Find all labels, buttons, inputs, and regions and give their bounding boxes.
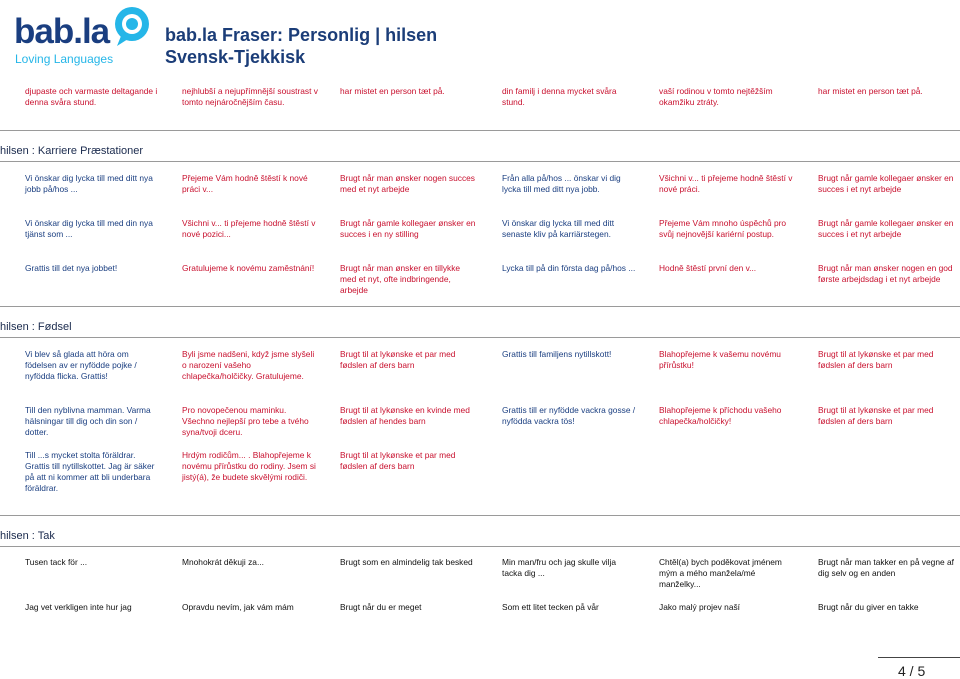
phrase-cell: Min man/fru och jag skulle vilja tacka dig ... bbox=[502, 557, 617, 578]
section-rule bbox=[0, 130, 960, 131]
section-title-karriere: hilsen : Karriere Præstationer bbox=[0, 145, 144, 157]
phrase-cell: Grattis till familjens nytillskott! bbox=[502, 349, 612, 359]
footer-rule bbox=[878, 657, 960, 658]
title-line-1: bab.la Fraser: Personlig | hilsen bbox=[165, 25, 438, 45]
phrase-cell: Přejeme Vám mnoho úspěchů pro svůj nejnovější kariérní postup. bbox=[659, 218, 787, 239]
phrase-cell: Till ...s mycket stolta föräldrar. Grattis till nytillskottet. Jag är säker på att ni kommer att bli underbara föräldrar. bbox=[25, 450, 155, 493]
phrase-cell: Vi önskar dig lycka till med ditt senaste kliv på karriärstegen. bbox=[502, 218, 615, 239]
phrase-cell: Tusen tack för ... bbox=[25, 557, 88, 567]
phrase-cell: Všichni v... ti přejeme hodně štěstí v nové pozici... bbox=[182, 218, 316, 239]
phrase-cell: Chtěl(a) bych poděkovat jménem mým a mého manžela/mé manželky... bbox=[659, 557, 782, 589]
page-number: 4 / 5 bbox=[898, 663, 926, 679]
usage-cell: Brugt til at lykønske et par med fødslen af ders barn bbox=[818, 349, 934, 370]
usage-cell: Brugt når gamle kollegaer ønsker en succes i en ny stilling bbox=[340, 218, 476, 239]
phrase-cell: Jako malý projev naší bbox=[659, 602, 740, 612]
phrase-cell: Blahopřejeme k příchodu vašeho chlapečka/holčičky! bbox=[659, 405, 782, 426]
usage-cell: Brugt når du er meget bbox=[340, 602, 422, 612]
top-row-cell: nejhlubší a nejupřímnější soustrast v tomto nejnáročnějším času. bbox=[182, 86, 318, 107]
usage-cell: Brugt når du giver en takke bbox=[818, 602, 919, 612]
brand-tagline: Loving Languages bbox=[15, 52, 114, 66]
phrase-cell: Byli jsme nadšeni, když jsme slyšeli o narození vašeho chlapečka/holčičky. Gratulujeme. bbox=[182, 349, 315, 381]
phrase-cell: Som ett litet tecken på vår bbox=[502, 602, 599, 612]
top-row-cell: din familj i denna mycket svåra stund. bbox=[502, 86, 617, 107]
section-rule bbox=[0, 337, 960, 338]
phrase-cell: Lycka till på din första dag på/hos ... bbox=[502, 263, 636, 273]
usage-cell: Brugt når gamle kollegaer ønsker en succes i et nyt arbejde bbox=[818, 218, 954, 239]
usage-cell: Brugt til at lykønske et par med fødslen af ders barn bbox=[818, 405, 934, 426]
usage-cell: Brugt når man ønsker nogen succes med et nyt arbejde bbox=[340, 173, 475, 194]
top-row-cell: djupaste och varmaste deltagande i denna svåra stund. bbox=[25, 86, 158, 107]
phrase-cell: Opravdu nevím, jak vám mám bbox=[182, 602, 294, 612]
phrase-cell: Från alla på/hos ... önskar vi dig lycka till med ditt nya jobb. bbox=[502, 173, 621, 194]
usage-cell: Brugt når man takker en på vegne af dig selv og en anden bbox=[818, 557, 954, 578]
top-row-cell: har mistet en person tæt på. bbox=[818, 86, 923, 96]
phrase-cell: Všichni v... ti přejeme hodně štěstí v nové práci. bbox=[659, 173, 793, 194]
babla-logo[interactable] bbox=[14, 2, 154, 66]
section-rule bbox=[0, 161, 960, 162]
section-rule bbox=[0, 546, 960, 547]
phrase-cell: Hrdým rodičům... . Blahopřejeme k novému přírůstku do rodiny. Jsem si jistý(á), že budete skvělými rodiči. bbox=[182, 450, 316, 482]
phrase-cell: Grattis till det nya jobbet! bbox=[25, 263, 118, 273]
section-title-tak: hilsen : Tak bbox=[0, 530, 55, 542]
section-rule bbox=[0, 306, 960, 307]
phrase-cell: Gratulujeme k novému zaměstnání! bbox=[182, 263, 315, 273]
phrase-cell: Pro novopečenou maminku. Všechno nejlepší pro tebe a tvého syna/tvoji dceru. bbox=[182, 405, 309, 437]
phrase-cell: Vi önskar dig lycka till med ditt nya jobb på/hos ... bbox=[25, 173, 153, 194]
usage-cell: Brugt når gamle kollegaer ønsker en succes i et nyt arbejde bbox=[818, 173, 954, 194]
phrase-cell: Hodně štěstí první den v... bbox=[659, 263, 757, 273]
usage-cell: Brugt til at lykønske et par med fødslen af ders barn bbox=[340, 450, 456, 471]
phrase-cell: Vi önskar dig lycka till med din nya tjänst som ... bbox=[25, 218, 153, 239]
usage-cell: Brugt når man ønsker nogen en god første arbejdsdag i et nyt arbejde bbox=[818, 263, 953, 284]
section-title-foedsel: hilsen : Fødsel bbox=[0, 321, 72, 333]
top-row-cell: har mistet en person tæt på. bbox=[340, 86, 445, 96]
section-rule bbox=[0, 515, 960, 516]
usage-cell: Brugt til at lykønske en kvinde med fødslen af hendes barn bbox=[340, 405, 470, 426]
usage-cell: Brugt som en almindelig tak besked bbox=[340, 557, 473, 567]
phrase-cell: Přejeme Vám hodně štěstí k nové práci v... bbox=[182, 173, 308, 194]
brand-word: bab.la bbox=[14, 12, 110, 51]
top-row-cell: vaší rodinou v tomto nejtěžším okamžiku ztráty. bbox=[659, 86, 773, 107]
page-title bbox=[165, 24, 437, 68]
usage-cell: Brugt til at lykønske et par med fødslen af ders barn bbox=[340, 349, 456, 370]
phrase-cell: Grattis till er nyfödde vackra gosse / nyfödda vackra tös! bbox=[502, 405, 636, 426]
phrase-cell: Till den nyblivna mamman. Varma hälsningar till dig och din son / dotter. bbox=[25, 405, 151, 437]
phrase-cell: Blahopřejeme k vašemu novému přírůstku! bbox=[659, 349, 781, 370]
phrase-cell: Vi blev så glada att höra om födelsen av er nyfödde pojke / nyfödda flicka. Grattis! bbox=[25, 349, 137, 381]
phrase-cell: Mnohokrát děkuji za... bbox=[182, 557, 264, 567]
phrase-cell: Jag vet verkligen inte hur jag bbox=[25, 602, 132, 612]
usage-cell: Brugt når man ønsker en tillykke med et nyt, ofte indbringende, arbejde bbox=[340, 263, 461, 295]
title-line-2: Svensk-Tjekkisk bbox=[165, 47, 306, 67]
